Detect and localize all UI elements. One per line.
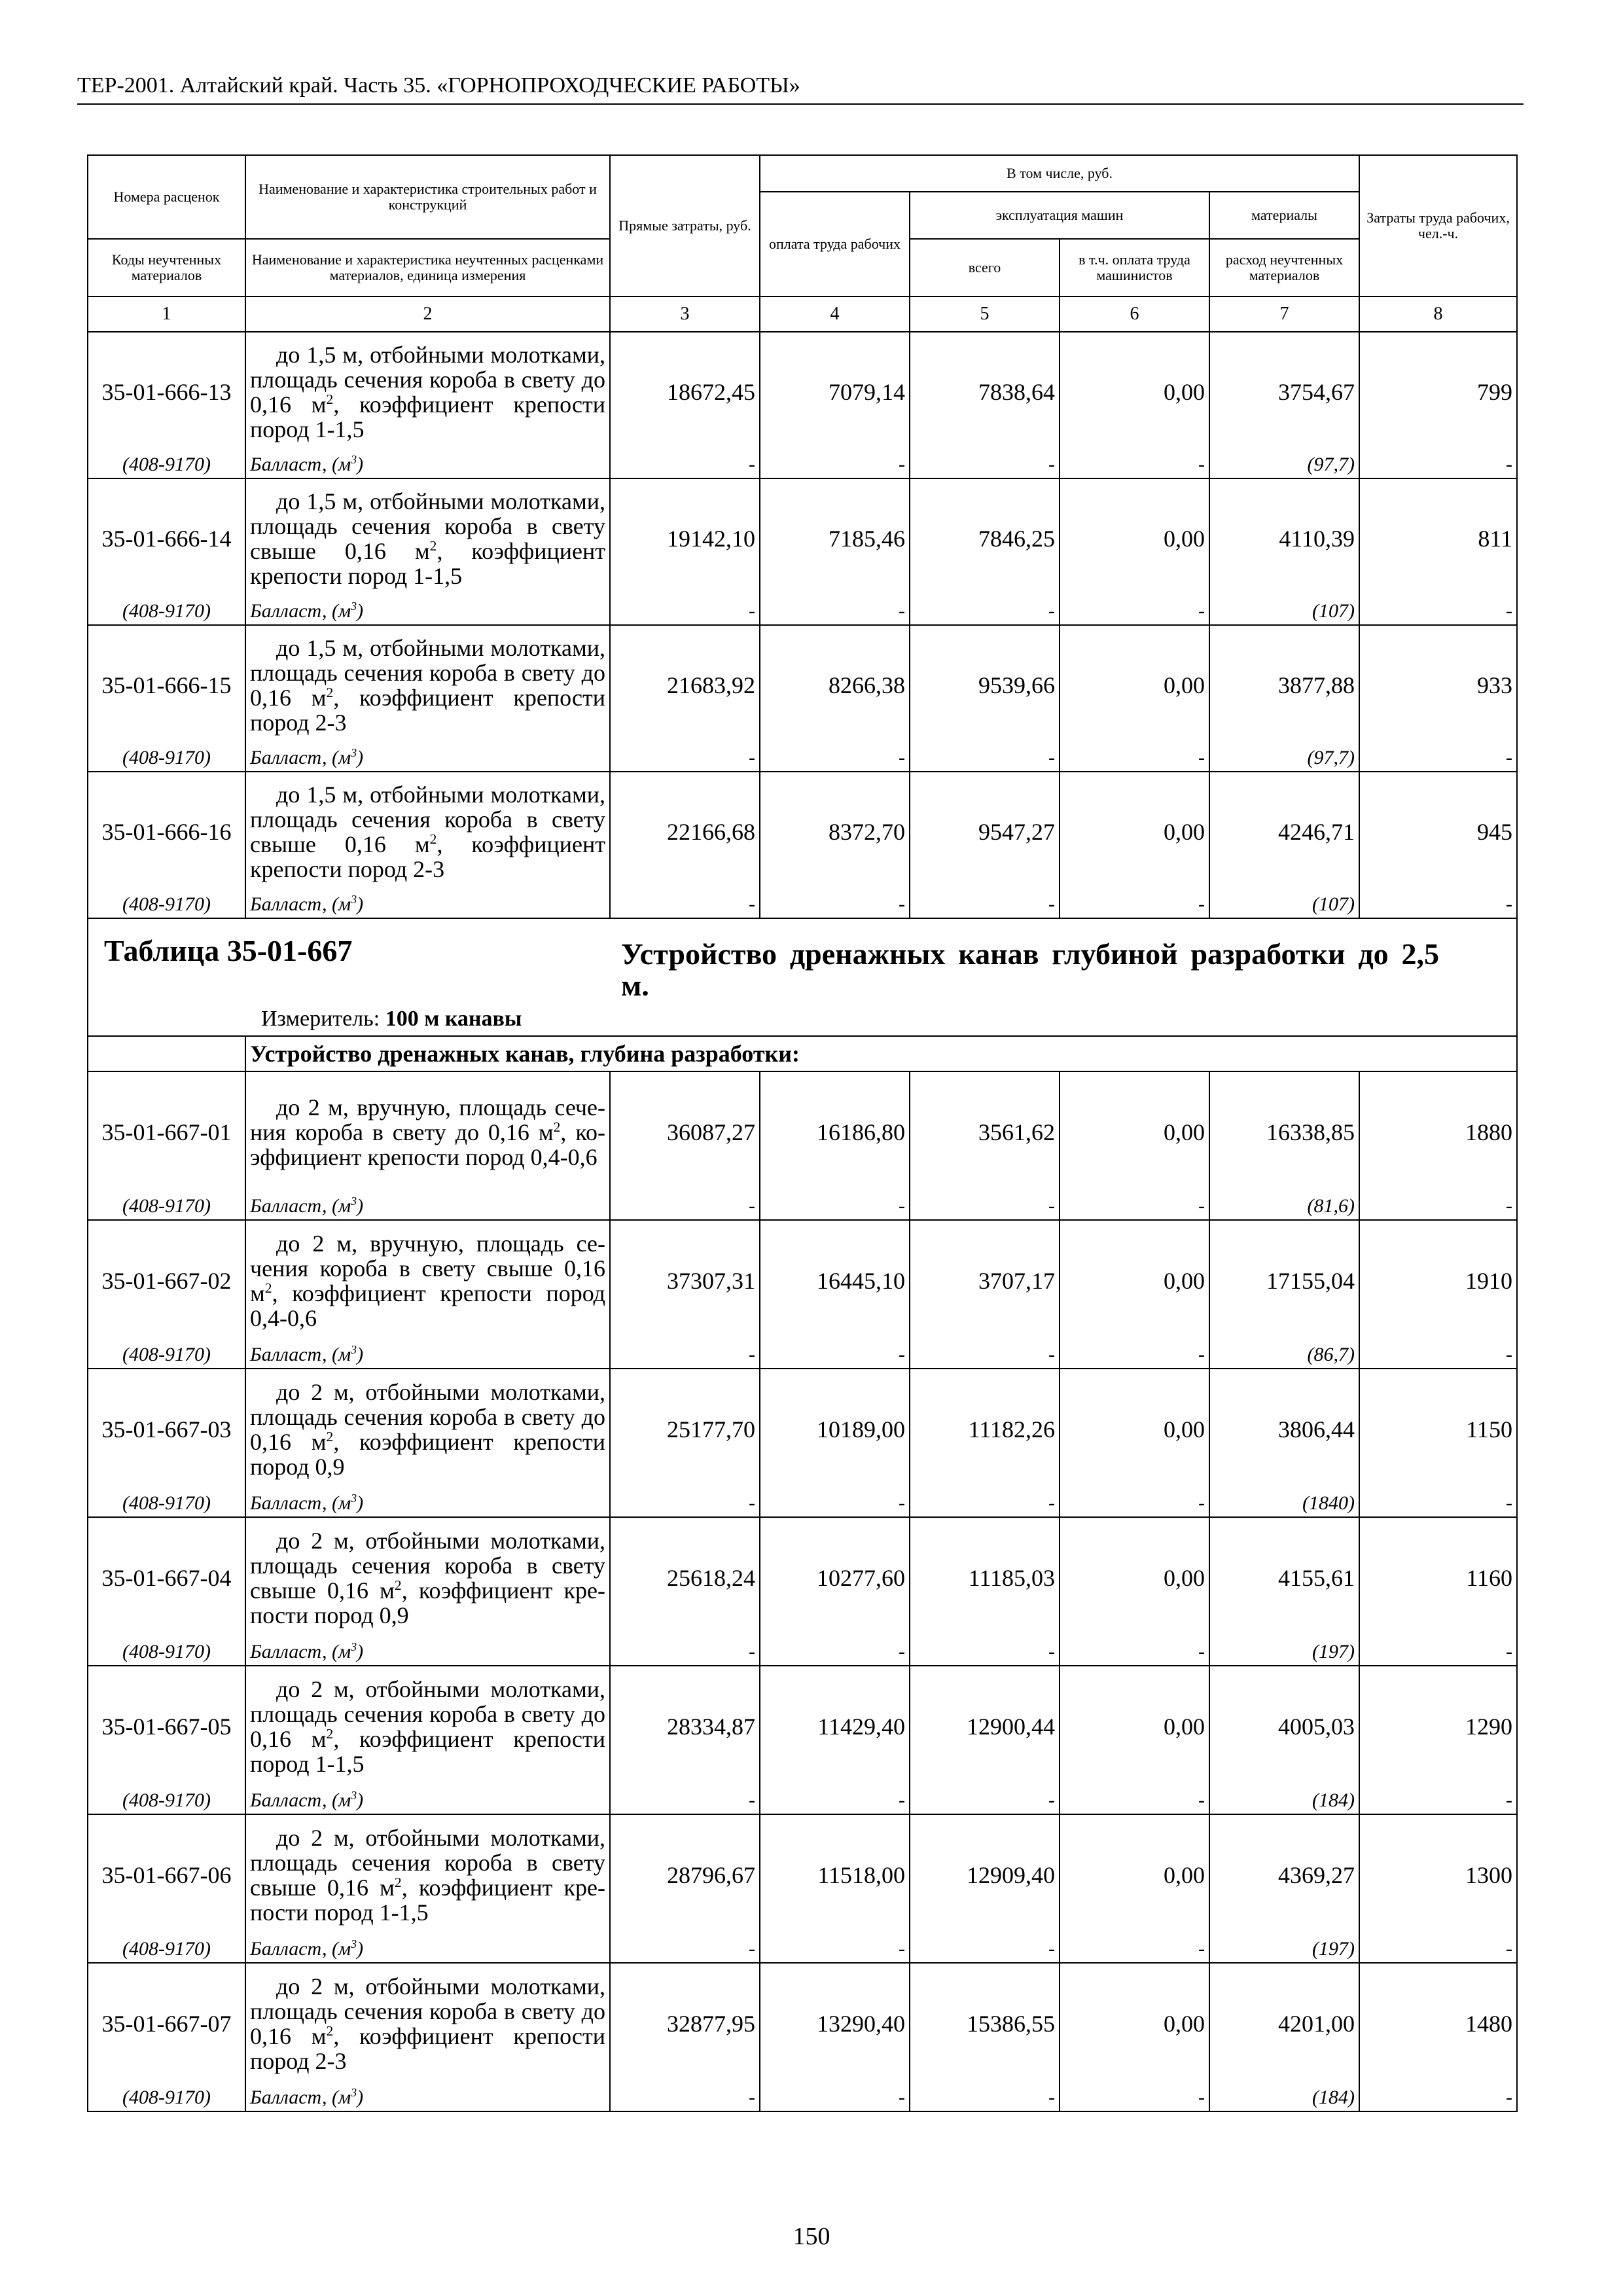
machines-total: 3561,62 <box>910 1071 1060 1193</box>
col-labor: оплата труда рабочих <box>760 192 910 296</box>
materials-cost: 3754,67 <box>1209 332 1359 451</box>
col-number: 3 <box>610 296 760 332</box>
table-row <box>88 1071 1517 1193</box>
rate-code: 35-01-667-07 <box>88 1963 245 2084</box>
material-machines: - <box>910 1490 1060 1517</box>
col-number: 4 <box>760 296 910 332</box>
col-machines: эксплуатация машин <box>910 192 1209 239</box>
material-machines: - <box>910 1341 1060 1369</box>
labor-pay: 10277,60 <box>760 1517 910 1638</box>
labor-hours: 1300 <box>1359 1814 1517 1935</box>
table-title-block <box>88 918 1517 1071</box>
col-labor-costs: Затраты труда рабочих, чел.-ч. <box>1359 155 1517 296</box>
material-name: Балласт, $(м^3)$ <box>245 891 610 918</box>
material-machines: - <box>910 1787 1060 1814</box>
material-machinists: - <box>1060 744 1209 772</box>
col-name: Наименование и характеристика строительных работ и конструкций <box>245 155 610 239</box>
direct-costs: 25177,70 <box>610 1369 760 1490</box>
machinists-pay: 0,00 <box>1060 332 1209 451</box>
meter <box>261 1007 1510 1031</box>
material-row <box>88 1193 1517 1220</box>
materials-cost: 4155,61 <box>1209 1517 1359 1638</box>
material-amount: (184) <box>1209 2084 1359 2111</box>
material-hours: - <box>1359 1341 1517 1369</box>
material-name: Балласт, $(м^3)$ <box>245 1787 610 1814</box>
material-name: Балласт, $(м^3)$ <box>245 1193 610 1220</box>
material-hours: - <box>1359 1490 1517 1517</box>
material-hours: - <box>1359 744 1517 772</box>
material-machinists: - <box>1060 1490 1209 1517</box>
material-amount: (184) <box>1209 1787 1359 1814</box>
table-row <box>88 1963 1517 2084</box>
labor-hours: 945 <box>1359 772 1517 891</box>
material-machinists: - <box>1060 451 1209 478</box>
material-labor: - <box>760 1490 910 1517</box>
materials-cost: 16338,85 <box>1209 1071 1359 1193</box>
col-codes: Номера расценок <box>88 155 245 239</box>
material-machinists: - <box>1060 1638 1209 1666</box>
labor-hours: 799 <box>1359 332 1517 451</box>
col-number: 1 <box>88 296 245 332</box>
labor-pay: 13290,40 <box>760 1963 910 2084</box>
material-row <box>88 598 1517 625</box>
material-labor: - <box>760 1787 910 1814</box>
rate-code: 35-01-666-15 <box>88 625 245 744</box>
work-description: до 2 м, отбойными молотками, площадь сечения короба в свету до 0,16 $м^2$, коэффициент крепости пород 1-1,5 <box>245 1666 610 1787</box>
material-name: Балласт, $(м^3)$ <box>245 1490 610 1517</box>
material-machinists: - <box>1060 1341 1209 1369</box>
page-header: ТЕР-2001. Алтайский край. Часть 35. «ГОРНОПРОХОДЧЕСКИЕ РАБОТЫ» <box>77 73 1524 105</box>
table-row <box>88 1517 1517 1638</box>
material-row <box>88 2084 1517 2111</box>
material-amount: (97,7) <box>1209 451 1359 478</box>
work-description: до 2 м, отбойными молотками, площадь сечения короба в свету свыше 0,16 $м^2$, коэффициент крепости пород 1-1,5 <box>245 1814 610 1935</box>
materials-cost: 3877,88 <box>1209 625 1359 744</box>
material-labor: - <box>760 1341 910 1369</box>
material-code: (408-9170) <box>88 1787 245 1814</box>
labor-pay: 8372,70 <box>760 772 910 891</box>
labor-pay: 11518,00 <box>760 1814 910 1935</box>
material-direct: - <box>610 2084 760 2111</box>
table-title <box>88 918 1517 1036</box>
material-labor: - <box>760 1193 910 1220</box>
work-description: до 2 м, вручную, площадь сечения короба в свету до 0,16 $м^2$, коэффициент крепости пород 0,4-0,6 <box>245 1071 610 1193</box>
materials-cost: 4005,03 <box>1209 1666 1359 1787</box>
materials-cost: 4246,71 <box>1209 772 1359 891</box>
material-name: Балласт, $(м^3)$ <box>245 744 610 772</box>
subheading-spacer <box>88 1036 245 1071</box>
machines-total: 9547,27 <box>910 772 1060 891</box>
rows-group-b <box>88 1071 1517 2111</box>
rate-code: 35-01-667-04 <box>88 1517 245 1638</box>
direct-costs: 37307,31 <box>610 1220 760 1341</box>
table-row <box>88 1369 1517 1490</box>
material-machines: - <box>910 451 1060 478</box>
material-code: (408-9170) <box>88 1193 245 1220</box>
col-materials-use: расход неучтенных материалов <box>1209 239 1359 296</box>
materials-cost: 17155,04 <box>1209 1220 1359 1341</box>
material-name: Балласт, $(м^3)$ <box>245 1935 610 1963</box>
material-row <box>88 451 1517 478</box>
material-hours: - <box>1359 598 1517 625</box>
machines-total: 15386,55 <box>910 1963 1060 2084</box>
rate-code: 35-01-667-02 <box>88 1220 245 1341</box>
material-code: (408-9170) <box>88 1935 245 1963</box>
material-machinists: - <box>1060 1193 1209 1220</box>
rate-code: 35-01-666-13 <box>88 332 245 451</box>
col-machines-labor: в т.ч. оплата труда машинистов <box>1060 239 1209 296</box>
material-machines: - <box>910 891 1060 918</box>
direct-costs: 25618,24 <box>610 1517 760 1638</box>
material-direct: - <box>610 1638 760 1666</box>
work-description: до 1,5 м, отбойными молотками, площадь сечения короба в свету свыше 0,16 $м^2$, коэффициент крепости пород 2-3 <box>245 772 610 891</box>
material-hours: - <box>1359 1193 1517 1220</box>
material-direct: - <box>610 744 760 772</box>
labor-hours: 1150 <box>1359 1369 1517 1490</box>
direct-costs: 36087,27 <box>610 1071 760 1193</box>
labor-hours: 1290 <box>1359 1666 1517 1787</box>
material-row <box>88 1490 1517 1517</box>
col-number: 8 <box>1359 296 1517 332</box>
table-row <box>88 332 1517 451</box>
table-row <box>88 1814 1517 1935</box>
col-name-materials: Наименование и характеристика неучтенных расценками материалов, единица измерения <box>245 239 610 296</box>
rate-code: 35-01-666-14 <box>88 478 245 598</box>
direct-costs: 21683,92 <box>610 625 760 744</box>
table-row <box>88 478 1517 598</box>
material-name: Балласт, $(м^3)$ <box>245 451 610 478</box>
machinists-pay: 0,00 <box>1060 478 1209 598</box>
direct-costs: 28796,67 <box>610 1814 760 1935</box>
material-name: Балласт, $(м^3)$ <box>245 2084 610 2111</box>
material-amount: (107) <box>1209 598 1359 625</box>
machinists-pay: 0,00 <box>1060 772 1209 891</box>
materials-cost: 4369,27 <box>1209 1814 1359 1935</box>
material-amount: (107) <box>1209 891 1359 918</box>
material-code: (408-9170) <box>88 1341 245 1369</box>
machines-total: 9539,66 <box>910 625 1060 744</box>
table-number: Таблица 35-01-667 <box>104 934 353 967</box>
material-amount: (86,7) <box>1209 1341 1359 1369</box>
material-machines: - <box>910 1193 1060 1220</box>
material-labor: - <box>760 598 910 625</box>
material-labor: - <box>760 1638 910 1666</box>
col-machines-total: всего <box>910 239 1060 296</box>
machines-total: 11182,26 <box>910 1369 1060 1490</box>
material-machines: - <box>910 598 1060 625</box>
material-row <box>88 1341 1517 1369</box>
machines-total: 7846,25 <box>910 478 1060 598</box>
material-row <box>88 1638 1517 1666</box>
direct-costs: 22166,68 <box>610 772 760 891</box>
labor-pay: 7185,46 <box>760 478 910 598</box>
material-row <box>88 744 1517 772</box>
material-direct: - <box>610 1341 760 1369</box>
material-machines: - <box>910 744 1060 772</box>
material-row <box>88 891 1517 918</box>
table-row <box>88 772 1517 891</box>
work-description: до 2 м, вручную, площадь сечения короба в свету свыше 0,16 $м^2$, коэффициент крепости пород 0,4-0,6 <box>245 1220 610 1341</box>
material-amount: (197) <box>1209 1638 1359 1666</box>
material-code: (408-9170) <box>88 1490 245 1517</box>
material-labor: - <box>760 2084 910 2111</box>
labor-hours: 933 <box>1359 625 1517 744</box>
material-code: (408-9170) <box>88 1638 245 1666</box>
col-materials: материалы <box>1209 192 1359 239</box>
machines-total: 12909,40 <box>910 1814 1060 1935</box>
material-code: (408-9170) <box>88 451 245 478</box>
material-machinists: - <box>1060 1787 1209 1814</box>
machines-total: 12900,44 <box>910 1666 1060 1787</box>
material-name: Балласт, $(м^3)$ <box>245 598 610 625</box>
direct-costs: 18672,45 <box>610 332 760 451</box>
material-direct: - <box>610 598 760 625</box>
material-labor: - <box>760 891 910 918</box>
work-description: до 2 м, отбойными молотками, площадь сечения короба в свету до 0,16 $м^2$, коэффициент крепости пород 0,9 <box>245 1369 610 1490</box>
labor-pay: 10189,00 <box>760 1369 910 1490</box>
material-amount: (81,6) <box>1209 1193 1359 1220</box>
table-row <box>88 1220 1517 1341</box>
col-direct-costs: Прямые затраты, руб. <box>610 155 760 296</box>
material-direct: - <box>610 1490 760 1517</box>
material-name: Балласт, $(м^3)$ <box>245 1341 610 1369</box>
col-including: В том числе, руб. <box>760 155 1359 192</box>
material-direct: - <box>610 1787 760 1814</box>
material-amount: (197) <box>1209 1935 1359 1963</box>
direct-costs: 19142,10 <box>610 478 760 598</box>
machinists-pay: 0,00 <box>1060 1814 1209 1935</box>
material-labor: - <box>760 744 910 772</box>
material-row <box>88 1787 1517 1814</box>
rates-table <box>87 154 1518 2112</box>
labor-hours: 1480 <box>1359 1963 1517 2084</box>
rate-code: 35-01-667-01 <box>88 1071 245 1193</box>
labor-hours: 1880 <box>1359 1071 1517 1193</box>
labor-hours: 811 <box>1359 478 1517 598</box>
material-hours: - <box>1359 891 1517 918</box>
labor-pay: 16445,10 <box>760 1220 910 1341</box>
materials-cost: 3806,44 <box>1209 1369 1359 1490</box>
material-machinists: - <box>1060 598 1209 625</box>
direct-costs: 32877,95 <box>610 1963 760 2084</box>
machines-total: 3707,17 <box>910 1220 1060 1341</box>
col-number: 7 <box>1209 296 1359 332</box>
labor-pay: 16186,80 <box>760 1071 910 1193</box>
material-code: (408-9170) <box>88 744 245 772</box>
material-machinists: - <box>1060 2084 1209 2111</box>
material-machines: - <box>910 2084 1060 2111</box>
material-machines: - <box>910 1638 1060 1666</box>
work-description: до 1,5 м, отбойными молотками, площадь сечения короба в свету до 0,16 $м^2$, коэффициент крепости пород 1-1,5 <box>245 332 610 451</box>
work-description: до 2 м, отбойными молотками, площадь сечения короба в свету свыше 0,16 $м^2$, коэффициент крепости пород 0,9 <box>245 1517 610 1638</box>
material-amount: (1840) <box>1209 1490 1359 1517</box>
machinists-pay: 0,00 <box>1060 1666 1209 1787</box>
col-number: 2 <box>245 296 610 332</box>
material-hours: - <box>1359 1638 1517 1666</box>
machinists-pay: 0,00 <box>1060 1963 1209 2084</box>
page-number: 150 <box>793 2223 830 2250</box>
materials-cost: 4201,00 <box>1209 1963 1359 2084</box>
labor-hours: 1160 <box>1359 1517 1517 1638</box>
material-name: Балласт, $(м^3)$ <box>245 1638 610 1666</box>
material-hours: - <box>1359 1935 1517 1963</box>
material-hours: - <box>1359 2084 1517 2111</box>
machines-total: 11185,03 <box>910 1517 1060 1638</box>
machinists-pay: 0,00 <box>1060 1369 1209 1490</box>
material-code: (408-9170) <box>88 598 245 625</box>
material-labor: - <box>760 451 910 478</box>
material-direct: - <box>610 1935 760 1963</box>
material-row <box>88 1935 1517 1963</box>
col-codes-materials: Коды неучтенных материалов <box>88 239 245 296</box>
material-machines: - <box>910 1935 1060 1963</box>
material-direct: - <box>610 451 760 478</box>
subheading: Устройство дренажных канав, глубина разработки: <box>245 1036 1517 1071</box>
work-description: до 1,5 м, отбойными молотками, площадь сечения короба в свету свыше 0,16 $м^2$, коэффициент крепости пород 1-1,5 <box>245 478 610 598</box>
material-hours: - <box>1359 1787 1517 1814</box>
machines-total: 7838,64 <box>910 332 1060 451</box>
meter-label: Измеритель: <box>261 1007 380 1031</box>
material-direct: - <box>610 1193 760 1220</box>
table-row <box>88 625 1517 744</box>
rows-group-a <box>88 332 1517 918</box>
material-code: (408-9170) <box>88 891 245 918</box>
col-number: 6 <box>1060 296 1209 332</box>
material-direct: - <box>610 891 760 918</box>
machinists-pay: 0,00 <box>1060 1220 1209 1341</box>
work-description: до 2 м, отбойными молотками, площадь сечения короба в свету до 0,16 $м^2$, коэффициент крепости пород 2-3 <box>245 1963 610 2084</box>
material-labor: - <box>760 1935 910 1963</box>
material-machinists: - <box>1060 1935 1209 1963</box>
table-row <box>88 1666 1517 1787</box>
material-code: (408-9170) <box>88 2084 245 2111</box>
rate-code: 35-01-667-05 <box>88 1666 245 1787</box>
machinists-pay: 0,00 <box>1060 625 1209 744</box>
material-hours: - <box>1359 451 1517 478</box>
col-number: 5 <box>910 296 1060 332</box>
rate-code: 35-01-667-03 <box>88 1369 245 1490</box>
material-amount: (97,7) <box>1209 744 1359 772</box>
table-header <box>88 155 1517 332</box>
work-description: до 1,5 м, отбойными молотками, площадь сечения короба в свету до 0,16 $м^2$, коэффициент крепости пород 2-3 <box>245 625 610 744</box>
meter-value: 100 м канавы <box>385 1007 522 1031</box>
table-name: Устройство дренажных канав глубиной разработки до 2,5 м. <box>621 937 1439 1002</box>
labor-hours: 1910 <box>1359 1220 1517 1341</box>
rate-code: 35-01-666-16 <box>88 772 245 891</box>
material-machinists: - <box>1060 891 1209 918</box>
rate-code: 35-01-667-06 <box>88 1814 245 1935</box>
materials-cost: 4110,39 <box>1209 478 1359 598</box>
labor-pay: 7079,14 <box>760 332 910 451</box>
labor-pay: 11429,40 <box>760 1666 910 1787</box>
machinists-pay: 0,00 <box>1060 1517 1209 1638</box>
machinists-pay: 0,00 <box>1060 1071 1209 1193</box>
labor-pay: 8266,38 <box>760 625 910 744</box>
direct-costs: 28334,87 <box>610 1666 760 1787</box>
